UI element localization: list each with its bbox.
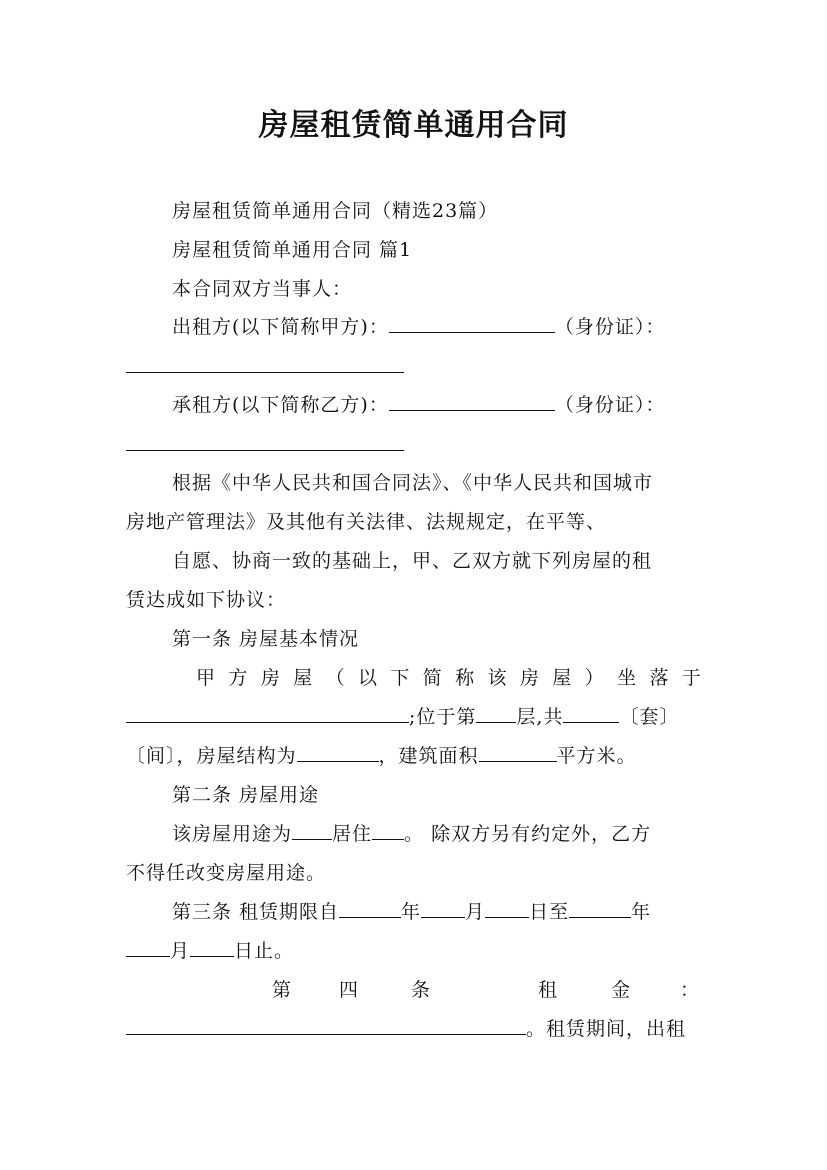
- end-year-blank[interactable]: [569, 899, 631, 918]
- paragraph-line: 自愿、协商一致的基础上，甲、乙双方就下列房屋的租: [172, 550, 653, 572]
- start-month-blank[interactable]: [421, 899, 465, 918]
- usage-line: [172, 821, 702, 847]
- structure-blank[interactable]: [297, 743, 379, 762]
- char: 下: [390, 667, 411, 689]
- char: 第: [272, 979, 293, 1001]
- structure-label: 〔间〕，房屋结构为: [126, 745, 297, 767]
- char: 简: [422, 667, 443, 689]
- term-line: [172, 899, 702, 925]
- id-label: （身份证）：: [554, 394, 666, 416]
- tenant-id-blank[interactable]: [126, 432, 404, 451]
- landlord-id-blank[interactable]: [126, 354, 404, 373]
- total-label: 层,共: [516, 706, 564, 728]
- paragraph-line: 本合同双方当事人：: [172, 278, 353, 300]
- paragraph-line: 赁达成如下协议：: [126, 589, 287, 611]
- char: 房: [519, 667, 540, 689]
- landlord-label: 出租方(以下简称甲方)：: [172, 316, 389, 338]
- landlord-line: [172, 314, 702, 340]
- address-blank[interactable]: [126, 704, 409, 723]
- floor-label: ;位于第: [409, 706, 477, 728]
- char: 方: [228, 667, 249, 689]
- year-label: 年: [401, 901, 422, 923]
- document-title: 房屋租赁简单通用合同: [258, 108, 569, 143]
- rent-line: [126, 1016, 702, 1042]
- tenant-id-line: [126, 432, 702, 458]
- start-day-blank[interactable]: [485, 899, 529, 918]
- day-to-label: 日至: [529, 901, 570, 923]
- char: 租: [538, 979, 559, 1001]
- structure-line: [126, 743, 702, 769]
- day-end-label: 日止。: [234, 940, 295, 962]
- usage-rest: 。 除双方另有约定外，乙方: [404, 823, 652, 845]
- area-label: ，建筑面积: [378, 745, 479, 767]
- unit-label: 〔套〕: [619, 706, 680, 728]
- usage-text: 居住: [332, 823, 373, 845]
- landlord-id-line: [126, 354, 702, 380]
- rent-blank[interactable]: [126, 1016, 526, 1035]
- sqm-label: 平方米。: [556, 745, 637, 767]
- char: 落: [649, 667, 670, 689]
- chapter-heading: 房屋租赁简单通用合同 篇1: [172, 239, 413, 261]
- doc-subtitle: 房屋租赁简单通用合同（精选23篇）: [172, 200, 499, 222]
- paragraph-line: 不得任改变房屋用途。: [126, 862, 327, 884]
- char: 以: [357, 667, 378, 689]
- year-label: 年: [631, 901, 652, 923]
- end-day-blank[interactable]: [190, 938, 234, 957]
- char: ：: [680, 979, 701, 1001]
- char: 屋: [293, 667, 314, 689]
- tenant-line: [172, 392, 702, 418]
- char: 坐: [617, 667, 638, 689]
- end-month-blank[interactable]: [126, 938, 170, 957]
- usage-label: 该房屋用途为: [172, 823, 293, 845]
- char: 于: [681, 667, 702, 689]
- term-end-line: [126, 938, 702, 964]
- id-label: （身份证）：: [554, 316, 666, 338]
- justified-line: [196, 665, 702, 691]
- month-label: 月: [465, 901, 486, 923]
- char: 甲: [196, 667, 217, 689]
- char: 房: [260, 667, 281, 689]
- paragraph-line: 根据《中华人民共和国合同法》、《中华人民共和国城市: [172, 472, 654, 494]
- floor-blank[interactable]: [476, 704, 516, 723]
- area-blank[interactable]: [479, 743, 557, 762]
- rent-rest: 。租赁期间，出租: [526, 1018, 687, 1040]
- char: 称: [455, 667, 476, 689]
- usage-blank-2[interactable]: [372, 821, 404, 840]
- usage-blank[interactable]: [292, 821, 332, 840]
- landlord-blank[interactable]: [389, 314, 555, 333]
- article-heading: 第二条 房屋用途: [172, 784, 320, 806]
- char: 该: [487, 667, 508, 689]
- char: ）: [584, 667, 605, 689]
- char: 屋: [552, 667, 573, 689]
- article-heading: 第一条 房屋基本情况: [172, 628, 360, 650]
- char: 条: [411, 979, 432, 1001]
- total-blank[interactable]: [563, 704, 619, 723]
- char: 金: [611, 979, 632, 1001]
- tenant-label: 承租方(以下简称乙方)：: [172, 394, 389, 416]
- term-label: 第三条 租赁期限自: [172, 901, 340, 923]
- location-line: [126, 704, 702, 730]
- start-year-blank[interactable]: [339, 899, 401, 918]
- paragraph-line: 房地产管理法》及其他有关法律、法规规定，在平等、: [126, 511, 607, 533]
- month-label: 月: [170, 940, 191, 962]
- char: （: [325, 667, 346, 689]
- char: 四: [339, 979, 360, 1001]
- tenant-blank[interactable]: [389, 392, 555, 411]
